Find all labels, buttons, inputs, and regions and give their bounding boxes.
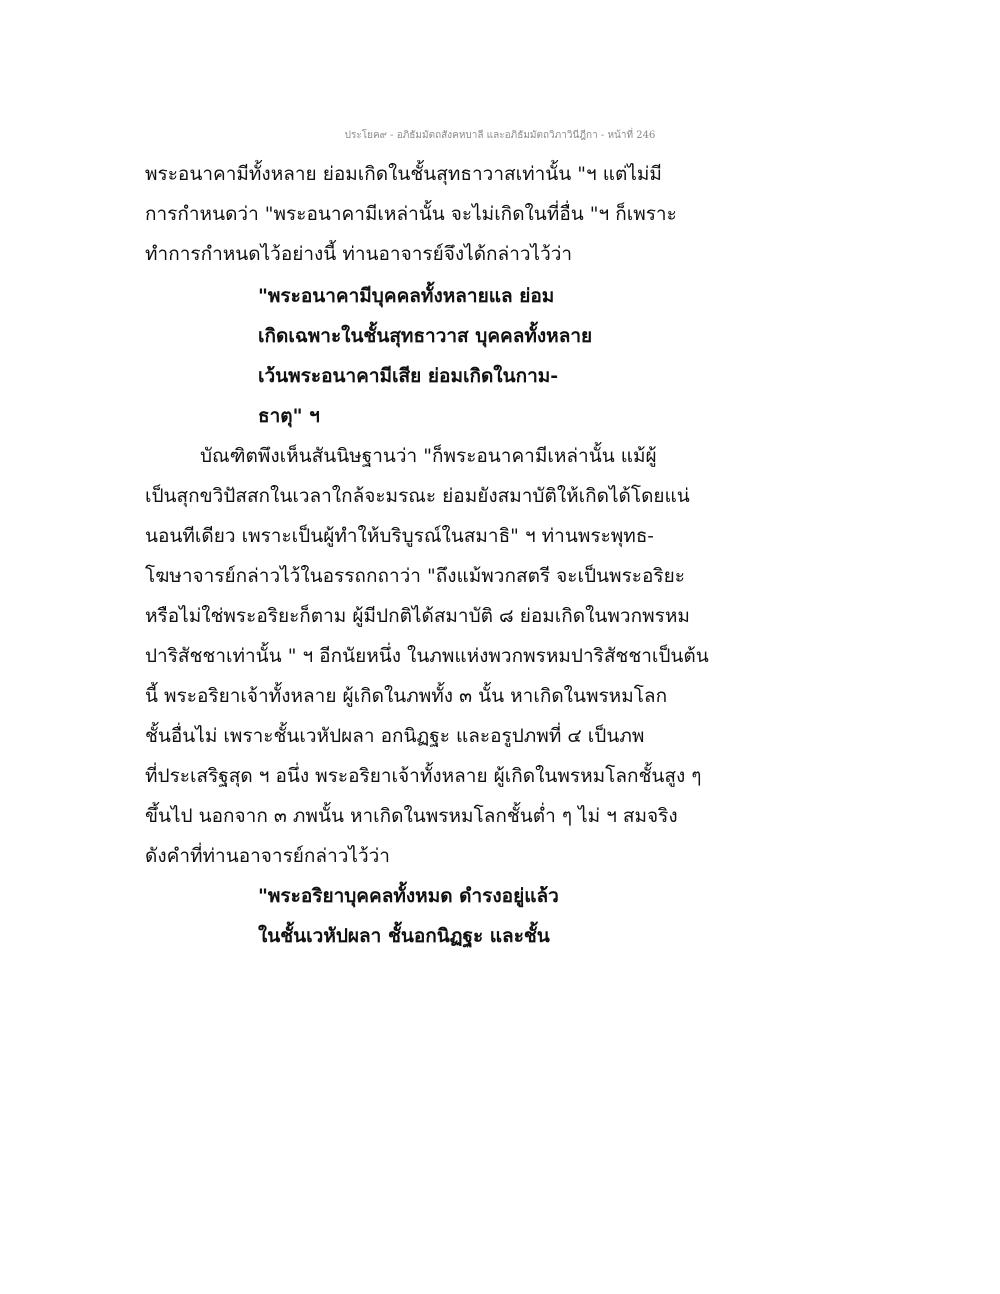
body-line: หรือไม่ใช่พระอริยะก็ตาม ผู้มีปกติได้สมาบัติ ๘ ย่อมเกิดในพวกพรหม xyxy=(145,605,690,627)
verse-line: "พระอริยาบุคคลทั้งหมด ดำรงอยู่แล้ว xyxy=(258,885,559,907)
verse-line: เกิดเฉพาะในชั้นสุทธาวาส บุคคลทั้งหลาย xyxy=(258,325,593,347)
body-line: พระอนาคามีทั้งหลาย ย่อมเกิดในชั้นสุทธาวาสเท่านั้น "ฯ แต่ไม่มี xyxy=(145,163,662,185)
body-line: ดังคำที่ท่านอาจารย์กล่าวไว้ว่า xyxy=(145,845,390,867)
body-line: ชั้นอื่นไม่ เพราะชั้นเวหัปผลา อกนิฏฐะ และอรูปภพที่ ๔ เป็นภพ xyxy=(145,725,645,747)
running-head: ประโยค๙ - อภิธัมมัตถสังคหบาลี และอภิธัมมัตถวิภาวินีฎีกา - หน้าที่ 246 xyxy=(344,130,656,141)
body-line: การกำหนดว่า "พระอนาคามีเหล่านั้น จะไม่เกิดในที่อื่น "ฯ ก็เพราะ xyxy=(145,203,677,225)
body-line: เป็นสุกขวิปัสสกในเวลาใกล้จะมรณะ ย่อมยังสมาบัติให้เกิดได้โดยแน่ xyxy=(145,485,690,507)
body-line: นอนทีเดียว เพราะเป็นผู้ทำให้บริบูรณ์ในสมาธิ" ฯ ท่านพระพุทธ- xyxy=(145,525,654,547)
body-line: โฆษาจารย์กล่าวไว้ในอรรถกถาว่า "ถึงแม้พวกสตรี จะเป็นพระอริยะ xyxy=(145,565,685,587)
paragraph-first-line: บัณฑิตพึงเห็นสันนิษฐานว่า "ก็พระอนาคามีเหล่านั้น แม้ผู้ xyxy=(200,445,657,467)
body-line: ขึ้นไป นอกจาก ๓ ภพนั้น หาเกิดในพรหมโลกชั้นต่ำ ๆ ไม่ ฯ สมจริง xyxy=(145,805,678,827)
body-line: ที่ประเสริฐสุด ฯ อนึ่ง พระอริยาเจ้าทั้งหลาย ผู้เกิดในพรหมโลกชั้นสูง ๆ xyxy=(145,765,702,787)
body-line: นี้ พระอริยาเจ้าทั้งหลาย ผู้เกิดในภพทั้ง ๓ นั้น หาเกิดในพรหมโลก xyxy=(145,685,668,707)
body-line: ปาริสัชชาเท่านั้น " ฯ อีกนัยหนึ่ง ในภพแห่งพวกพรหมปาริสัชชาเป็นต้น xyxy=(145,645,709,667)
verse-line: เว้นพระอนาคามีเสีย ย่อมเกิดในกาม- xyxy=(258,365,559,387)
verse-line: ธาตุ" ฯ xyxy=(258,405,320,427)
verse-line: "พระอนาคามีบุคคลทั้งหลายแล ย่อม xyxy=(258,285,555,307)
body-line: ทำการกำหนดไว้อย่างนี้ ท่านอาจารย์จึงได้กล่าวไว้ว่า xyxy=(145,243,573,265)
verse-line: ในชั้นเวหัปผลา ชั้นอกนิฏฐะ และชั้น xyxy=(258,925,550,947)
